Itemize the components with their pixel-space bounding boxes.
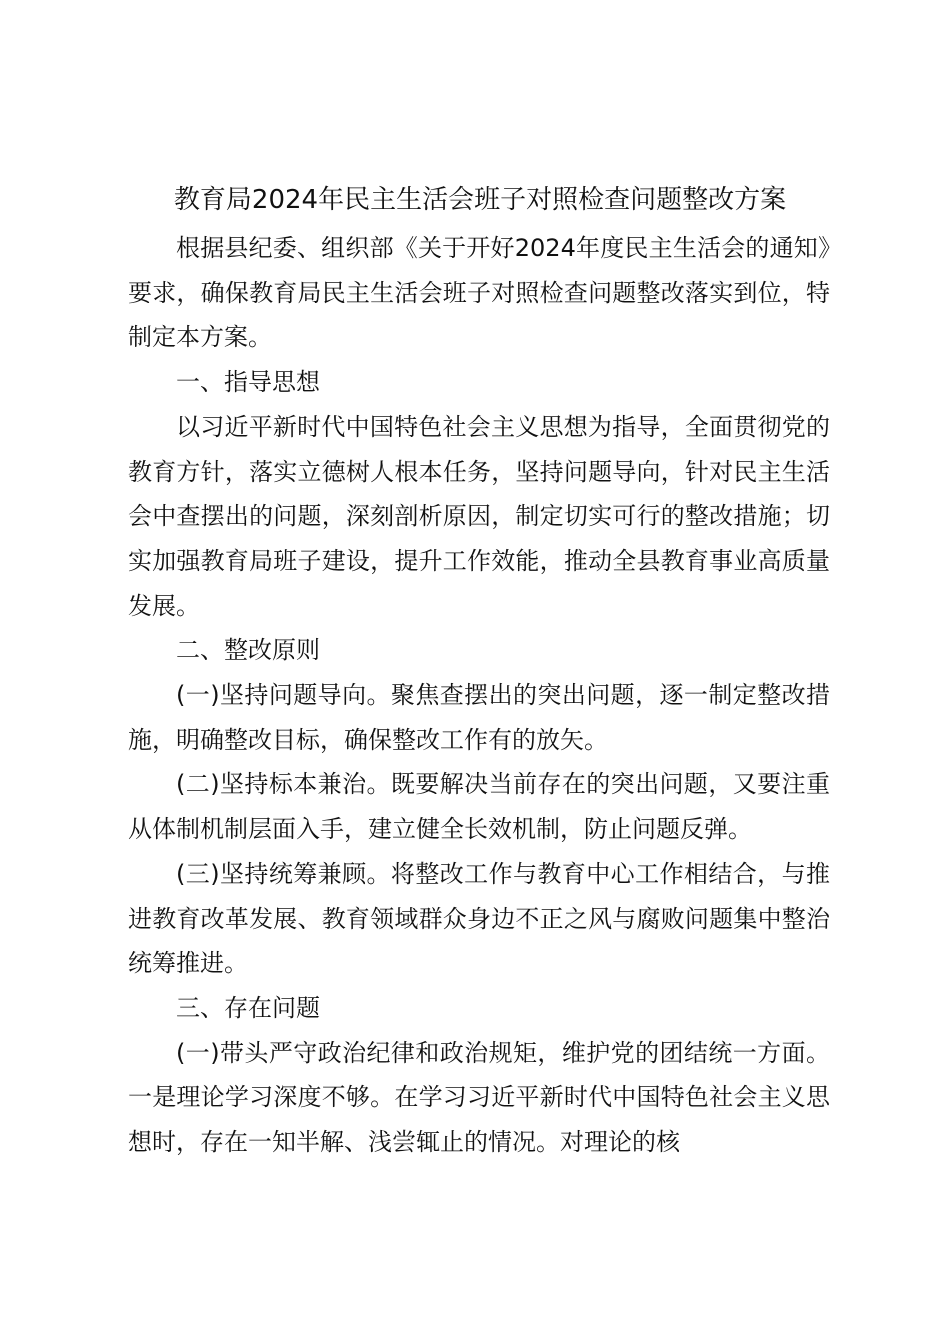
document-body <box>128 226 830 1165</box>
guiding-ideology-paragraph: 以习近平新时代中国特色社会主义思想为指导，全面贯彻党的教育方针，落实立德树人根本任务，坚持问题导向，针对民主生活会中查摆出的问题，深刻剖析原因，制定切实可行的整改措施；切实加强教育局班子建设，提升工作效能，推动全县教育事业高质量发展。 <box>128 412 830 620</box>
document-title: 教育局2024年民主生活会班子对照检查问题整改方案 <box>173 185 787 215</box>
section-heading-rectification-principles: 二、整改原则 <box>176 636 320 665</box>
problem-paragraph-1: (一)带头严守政治纪律和政治规矩，维护党的团结统一方面。一是理论学习深度不够。在学习习近平新时代中国特色社会主义思想时，存在一知半解、浅尝辄止的情况。对理论的核 <box>128 1038 830 1157</box>
principle-paragraph-1: (一)坚持问题导向。聚焦查摆出的突出问题，逐一制定整改措施，明确整改目标，确保整改工作有的放矢。 <box>128 681 830 754</box>
section-heading-guiding-ideology: 一、指导思想 <box>176 368 320 397</box>
intro-paragraph: 根据县纪委、组织部《关于开好2024年度民主生活会的通知》要求，确保教育局民主生活会班子对照检查问题整改落实到位，特制定本方案。 <box>128 234 830 352</box>
principle-paragraph-3: (三)坚持统筹兼顾。将整改工作与教育中心工作相结合，与推进教育改革发展、教育领域群众身边不正之风与腐败问题集中整治统筹推进。 <box>128 859 830 978</box>
principle-paragraph-2: (二)坚持标本兼治。既要解决当前存在的突出问题，又要注重从体制机制层面入手，建立健全长效机制，防止问题反弹。 <box>128 770 830 844</box>
section-heading-existing-problems: 三、存在问题 <box>176 993 320 1022</box>
